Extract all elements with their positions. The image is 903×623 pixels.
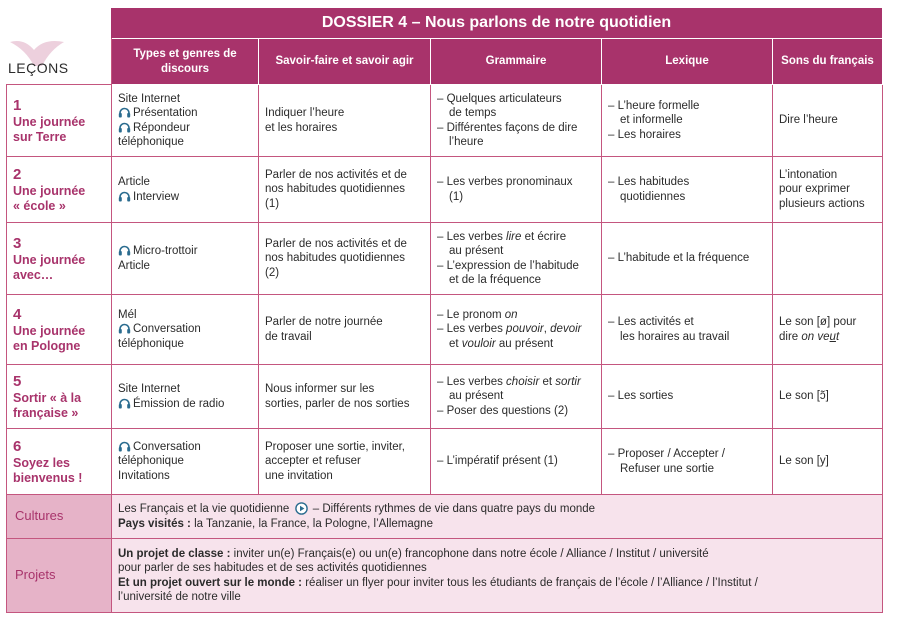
header-savoir: Savoir-faire et savoir agir	[259, 39, 431, 85]
savoir-line: une invitation	[265, 469, 333, 482]
savoir-line: Parler de nos activités et de	[265, 168, 407, 181]
savoir-line: nos habitudes quotidiennes	[265, 252, 406, 265]
lexique-cell	[602, 157, 773, 223]
lesson-number: 5	[13, 372, 22, 390]
cultures-line: Pays visités : la Tanzanie, la France, la Pologne, l’Allemagne	[118, 517, 433, 530]
headphones-icon	[118, 245, 131, 256]
grammaire-line: – L’expression de l’habitude	[437, 259, 579, 272]
savoir-line: et les horaires	[265, 121, 338, 134]
grammaire-line: – Les verbes pouvoir, devoir	[437, 323, 582, 336]
lesson-number: 3	[13, 234, 22, 252]
lexique-line: et informelle	[620, 114, 683, 127]
grammaire-line: (1)	[449, 190, 464, 203]
lesson-title-line: bienvenus !	[13, 470, 83, 485]
lesson-title-cell	[7, 365, 112, 429]
type-line: téléphonique	[118, 136, 184, 148]
grammaire-line: – Le pronom on	[437, 308, 518, 321]
lesson-row	[7, 85, 883, 157]
savoir-cell	[259, 157, 431, 223]
lesson-title-cell	[7, 223, 112, 295]
type-line: téléphonique	[118, 455, 184, 468]
savoir-line: (2)	[265, 266, 280, 279]
grammaire-line: l’heure	[449, 136, 484, 148]
sons-line: dire on veut	[779, 330, 840, 343]
grammaire-cell	[431, 157, 602, 223]
grammaire-line: – Quelques articulateurs	[437, 92, 562, 105]
header-corner	[7, 39, 112, 85]
grammaire-line: – Les verbes pronominaux	[437, 176, 573, 188]
sons-cell	[773, 295, 883, 365]
savoir-line: Proposer une sortie, inviter,	[265, 440, 405, 453]
grammaire-line: – Poser des questions (2)	[437, 404, 569, 417]
sons-cell	[773, 223, 883, 295]
lexique-line: Refuser une sortie	[620, 462, 714, 475]
lexique-line: – Les horaires	[608, 128, 681, 141]
lexique-line: – L’habitude et la fréquence	[608, 252, 750, 265]
types-cell	[112, 85, 259, 157]
type-line: Article	[118, 259, 150, 272]
lesson-title-cell	[7, 157, 112, 223]
savoir-cell	[259, 85, 431, 157]
lesson-title-line: Soyez les	[13, 455, 70, 470]
grammaire-line: – L’impératif présent (1)	[437, 455, 558, 468]
projets-line: Un projet de classe : inviter un(e) Français(e) ou un(e) francophone dans notre école / Alliance / Institut / université	[118, 547, 709, 560]
lesson-title-line: sur Terre	[13, 129, 67, 144]
lexique-line: – Les sorties	[608, 390, 674, 403]
savoir-line: Parler de notre journée	[265, 316, 383, 328]
grammaire-cell	[431, 223, 602, 295]
type-line: Invitations	[118, 469, 170, 482]
lexique-line: quotidiennes	[620, 190, 686, 203]
type-line: téléphonique	[118, 337, 184, 350]
grammaire-cell	[431, 365, 602, 429]
types-cell	[112, 365, 259, 429]
header-row	[7, 39, 883, 85]
dossier-title: DOSSIER 4 – Nous parlons de notre quotidien	[111, 8, 882, 38]
savoir-line: (1)	[265, 197, 280, 210]
lexique-cell	[602, 429, 773, 495]
sons-line: L’intonation	[779, 168, 838, 181]
sons-line: Le son [ɔ̃]	[779, 390, 829, 403]
savoir-cell	[259, 429, 431, 495]
lesson-title-line: Une journée	[13, 323, 86, 338]
projets-body	[112, 539, 883, 613]
lexique-line: les horaires au travail	[620, 330, 730, 343]
lesson-title-line: Une journée	[13, 252, 86, 267]
lexique-cell	[602, 85, 773, 157]
lesson-table	[6, 38, 883, 613]
lecons-label: LEÇONS	[8, 60, 69, 76]
sons-line: pour exprimer	[779, 183, 850, 196]
lesson-row	[7, 429, 883, 495]
types-cell	[112, 223, 259, 295]
savoir-line: accepter et refuser	[265, 455, 361, 468]
lexique-line: – L’heure formelle	[608, 99, 700, 112]
lesson-title-line: « école »	[13, 198, 66, 213]
lesson-number: 1	[13, 96, 22, 114]
lesson-title-line: Une journée	[13, 114, 86, 129]
grammaire-line: au présent	[449, 390, 504, 403]
lesson-number: 4	[13, 305, 22, 323]
grammaire-line: de temps	[449, 107, 497, 119]
sons-line: Le son [ø] pour	[779, 316, 857, 328]
sons-cell	[773, 85, 883, 157]
type-line: Micro-trottoir	[118, 244, 252, 259]
header-sons: Sons du français	[773, 39, 883, 85]
sons-cell	[773, 157, 883, 223]
lexique-cell	[602, 223, 773, 295]
sons-line: plusieurs actions	[779, 197, 865, 210]
lesson-title-cell	[7, 85, 112, 157]
headphones-icon	[118, 441, 131, 452]
grammaire-line: et de la fréquence	[449, 274, 542, 286]
lesson-title-line: Sortir « à la	[13, 390, 82, 405]
type-line: Émission de radio	[118, 397, 252, 412]
headphones-icon	[118, 398, 131, 409]
lesson-title-line: Une journée	[13, 183, 86, 198]
headphones-icon	[118, 122, 131, 133]
type-line: Conversation	[118, 440, 252, 455]
play-circle-icon[interactable]	[295, 502, 308, 515]
grammaire-line: au présent	[449, 245, 504, 257]
savoir-cell	[259, 223, 431, 295]
type-line: Site Internet	[118, 383, 181, 395]
projets-row	[7, 539, 883, 613]
sons-line: Le son [y]	[779, 455, 829, 468]
cultures-line: Les Français et la vie quotidienne – Différents rythmes de vie dans quatre pays du monde	[118, 503, 596, 515]
projets-line: l’université de notre ville	[118, 591, 241, 603]
grammaire-line: – Différentes façons de dire	[437, 121, 578, 134]
grammaire-cell	[431, 295, 602, 365]
type-line: Article	[118, 176, 150, 188]
headphones-icon	[118, 107, 131, 118]
savoir-line: Indiquer l’heure	[265, 107, 345, 119]
projets-line: pour parler de ses habitudes et de ses activités quotidiennes	[118, 562, 427, 574]
sons-line: Dire l’heure	[779, 114, 838, 127]
types-cell	[112, 157, 259, 223]
lesson-row	[7, 223, 883, 295]
type-line: Mél	[118, 308, 137, 321]
grammaire-line: – Les verbes choisir et sortir	[437, 375, 581, 388]
savoir-cell	[259, 295, 431, 365]
lexique-line: – Les habitudes	[608, 176, 690, 188]
lesson-title-line: en Pologne	[13, 338, 81, 353]
grammaire-line: et vouloir au présent	[449, 337, 554, 350]
lesson-number: 2	[13, 165, 22, 183]
lesson-title-line: française »	[13, 405, 79, 420]
lexique-cell	[602, 365, 773, 429]
savoir-line: de travail	[265, 330, 312, 343]
savoir-line: sorties, parler de nos sorties	[265, 397, 410, 410]
header-types: Types et genres de discours	[112, 39, 259, 85]
projets-label: Projets	[7, 539, 112, 613]
savoir-line: Nous informer sur les	[265, 383, 375, 395]
lexique-line: – Proposer / Accepter /	[608, 448, 725, 460]
sons-cell	[773, 365, 883, 429]
type-line: Interview	[118, 190, 252, 205]
grammaire-cell	[431, 85, 602, 157]
header-lexique: Lexique	[602, 39, 773, 85]
grammaire-line: – Les verbes lire et écrire	[437, 230, 567, 243]
type-line: Site Internet	[118, 92, 181, 105]
types-cell	[112, 295, 259, 365]
lesson-number: 6	[13, 437, 22, 455]
savoir-cell	[259, 365, 431, 429]
savoir-line: nos habitudes quotidiennes	[265, 183, 406, 196]
headphones-icon	[118, 323, 131, 334]
cultures-row	[7, 495, 883, 539]
lexique-line: – Les activités et	[608, 316, 694, 328]
projets-line: Et un projet ouvert sur le monde : réaliser un flyer pour inviter tous les étudiants de français de l’école / l’Alliance / l’Institut /	[118, 576, 758, 589]
headphones-icon	[118, 191, 131, 202]
cultures-body	[112, 495, 883, 539]
lesson-row	[7, 157, 883, 223]
lesson-row	[7, 295, 883, 365]
lesson-title-line: avec…	[13, 267, 54, 282]
lesson-title-cell	[7, 429, 112, 495]
header-grammaire: Grammaire	[431, 39, 602, 85]
type-line: Conversation	[118, 322, 252, 337]
cultures-label: Cultures	[7, 495, 112, 539]
type-line: Répondeur	[118, 121, 252, 136]
types-cell	[112, 429, 259, 495]
grammaire-cell	[431, 429, 602, 495]
lexique-cell	[602, 295, 773, 365]
lesson-row	[7, 365, 883, 429]
sons-cell	[773, 429, 883, 495]
savoir-line: Parler de nos activités et de	[265, 237, 407, 250]
type-line: Présentation	[118, 106, 252, 121]
lesson-title-cell	[7, 295, 112, 365]
